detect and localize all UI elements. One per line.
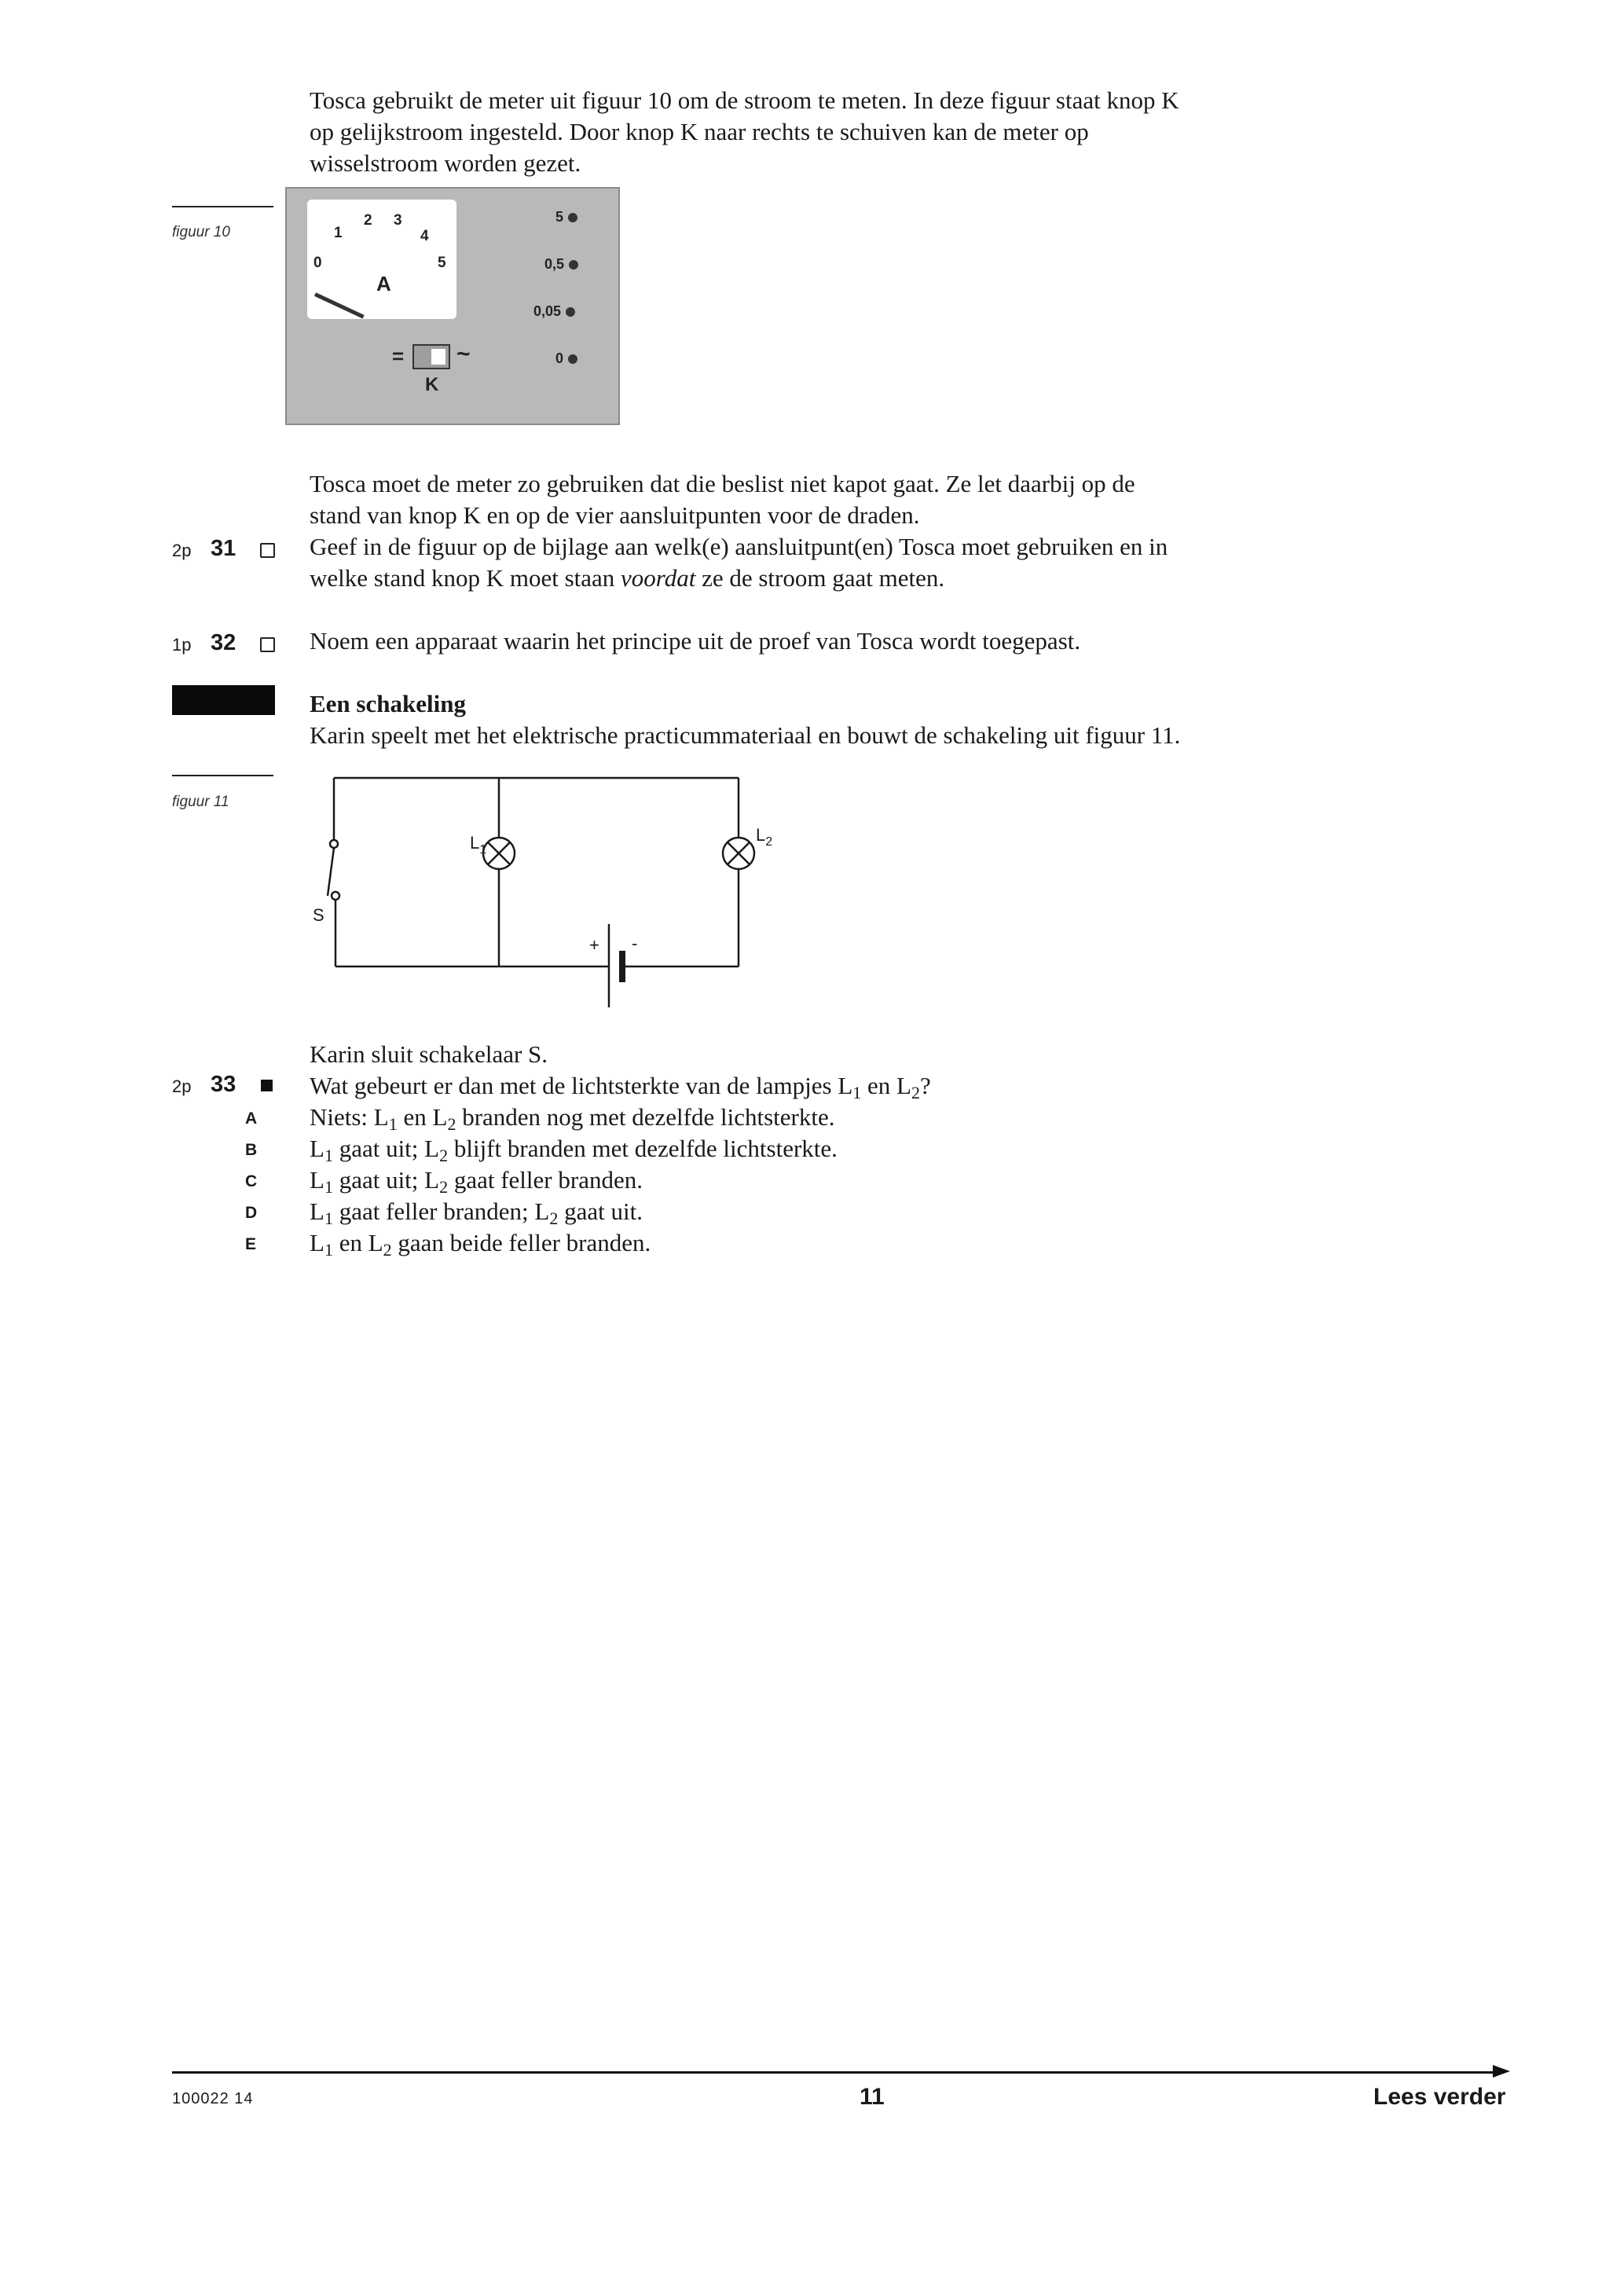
option-b: $L_1$ gaat uit; $L_2$ blijft branden met dezelfde lichtsterkte. xyxy=(310,1135,838,1165)
q31-points: 2p xyxy=(172,541,192,560)
footer-code: 100022 14 xyxy=(172,2090,254,2107)
dial-number: 3 xyxy=(394,212,402,229)
option-e: $L_1$ en $L_2$ gaan beide feller branden. xyxy=(310,1229,651,1260)
dial-number: 4 xyxy=(420,228,429,244)
intro-line: op gelijkstroom ingesteld. Door knop K naar rechts te schuiven kan de meter op xyxy=(310,118,1089,145)
option-d-letter: D xyxy=(245,1204,258,1222)
option-c-letter: C xyxy=(245,1172,258,1190)
footer-rule xyxy=(172,2071,1498,2074)
q31-text xyxy=(310,531,1425,594)
q31-line: welke stand knop K moet staan voordat ze de stroom gaat meten. xyxy=(310,564,945,592)
dial-number: 5 xyxy=(438,255,446,271)
section-marker xyxy=(172,685,275,715)
paragraph-2 xyxy=(310,468,1425,531)
q31-line: Geef in de figuur op de bijlage aan welk(e) aansluitpunt(en) Tosca moet gebruiken en in xyxy=(310,533,1168,560)
q33-marker xyxy=(261,1080,273,1091)
lees-verder-link: Lees verder xyxy=(1373,2084,1506,2110)
dc-symbol: = xyxy=(392,344,405,368)
option-c: $L_1$ gaat uit; $L_2$ gaat feller branden. xyxy=(310,1166,643,1197)
section-text: Karin speelt met het elektrische practicummateriaal en bouwt de schakeling uit figuur 11. xyxy=(310,721,1181,749)
q32-points: 1p xyxy=(172,635,192,655)
figure-11-label: figuur 11 xyxy=(172,794,229,810)
terminal-5: 5 xyxy=(555,209,577,226)
q32-checkbox xyxy=(260,637,275,652)
option-d: $L_1$ gaat feller branden; $L_2$ gaat uit. xyxy=(310,1198,643,1228)
battery-plus: + xyxy=(589,935,599,955)
dial-unit: A xyxy=(376,272,391,295)
paragraph-line: stand van knop K en op de vier aansluitpunten voor de draden. xyxy=(310,501,920,529)
switch-label: S xyxy=(313,905,324,925)
terminal-0-5: 0,5 xyxy=(544,256,578,273)
arrow-right-icon xyxy=(1493,2065,1510,2078)
ammeter-figure xyxy=(285,187,620,425)
knob-k xyxy=(412,344,450,369)
ac-symbol: ~ xyxy=(456,341,471,367)
lamp-1-label: $L_1$ xyxy=(470,833,487,856)
figure-10-label: figuur 10 xyxy=(172,224,230,240)
q32-number: 32 xyxy=(211,630,236,655)
figure-rule xyxy=(172,206,273,207)
option-e-letter: E xyxy=(245,1235,257,1253)
q33-intro: Karin sluit schakelaar S. xyxy=(310,1040,548,1068)
q32-text: Noem een apparaat waarin het principe uit de proef van Tosca wordt toegepast. xyxy=(310,627,1081,655)
q33-points: 2p xyxy=(172,1076,192,1096)
paragraph-line: Tosca moet de meter zo gebruiken dat die beslist niet kapot gaat. Ze let daarbij op de xyxy=(310,470,1135,497)
option-a-letter: A xyxy=(245,1109,258,1128)
terminal-0: 0 xyxy=(555,350,577,367)
intro-line: wisselstroom worden gezet. xyxy=(310,149,581,177)
q31-number: 31 xyxy=(211,536,236,561)
dial-number: 2 xyxy=(364,212,372,229)
meter-dial xyxy=(307,200,456,319)
meter-needle xyxy=(314,292,365,318)
q31-checkbox xyxy=(260,543,275,558)
page-number: 11 xyxy=(860,2084,885,2110)
terminal-0-05: 0,05 xyxy=(533,303,575,320)
lamp-2-label: $L_2$ xyxy=(756,825,773,849)
intro-line: Tosca gebruikt de meter uit figuur 10 om de stroom te meten. In deze figuur staat knop K xyxy=(310,86,1179,114)
circuit-diagram xyxy=(306,770,773,1021)
option-a: Niets: $L_1$ en $L_2$ branden nog met dezelfde lichtsterkte. xyxy=(310,1103,835,1134)
dial-number: 1 xyxy=(334,225,343,241)
intro-paragraph xyxy=(310,85,1425,179)
knob-k-label: K xyxy=(425,374,439,395)
battery-minus: - xyxy=(632,933,638,953)
dial-number: 0 xyxy=(313,255,322,271)
q33-number: 33 xyxy=(211,1072,236,1097)
section-title: Een schakeling xyxy=(310,690,466,717)
option-b-letter: B xyxy=(245,1141,258,1159)
figure-rule xyxy=(172,775,273,776)
q33-question: Wat gebeurt er dan met de lichtsterkte van de lampjes $L_1$ en $L_2$? xyxy=(310,1072,931,1102)
